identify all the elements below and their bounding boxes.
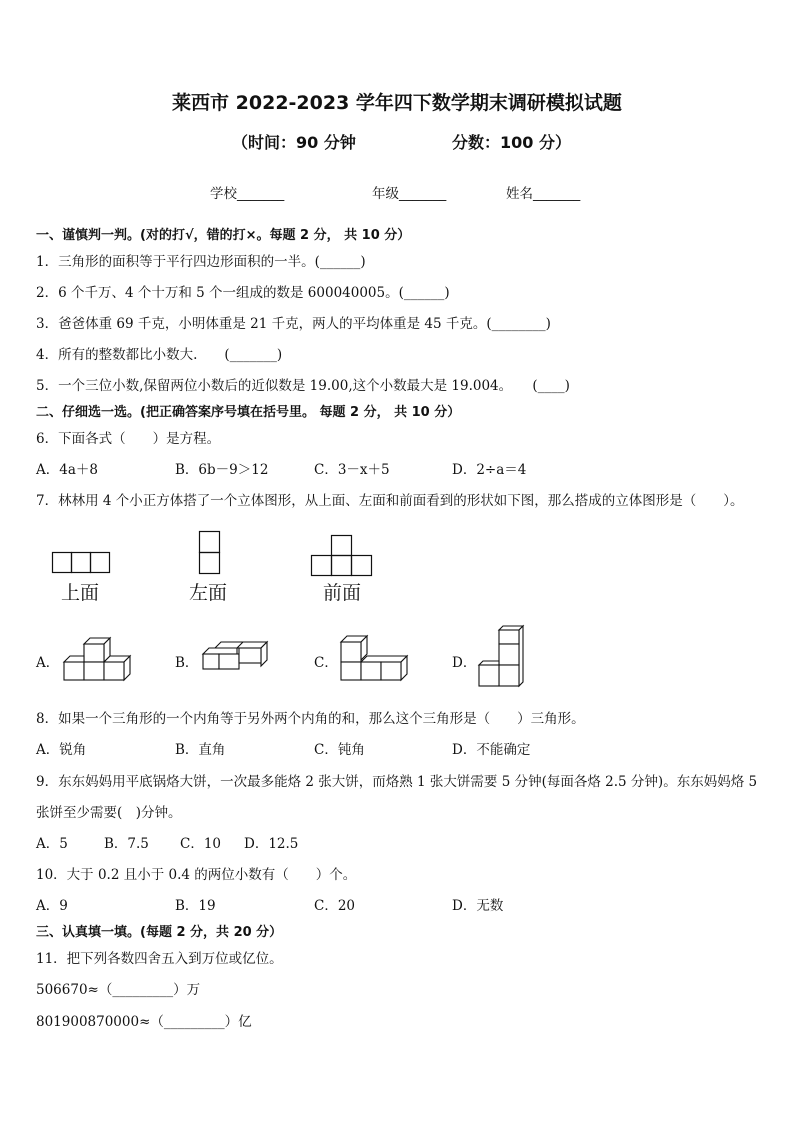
top-view-figure: [52, 552, 112, 574]
name-field[interactable]: 姓名_______: [506, 186, 581, 202]
question-11-b[interactable]: 801900870000≈（_________）亿: [36, 1014, 252, 1030]
q8-option-d[interactable]: D．不能确定: [452, 742, 531, 758]
q9-option-b[interactable]: B．7.5: [104, 836, 149, 852]
question-6: 6．下面各式（ ）是方程。: [36, 431, 221, 447]
question-4: 4．所有的整数都比小数大. (_______): [36, 347, 283, 363]
question-9-line-2: 张饼至少需要( )分钟。: [36, 805, 182, 821]
question-3: 3．爸爸体重 69 千克，小明体重是 21 千克，两人的平均体重是 45 千克。(________): [36, 316, 551, 332]
q7-option-a[interactable]: A．: [36, 655, 60, 671]
question-7: 7．林林用 4 个小正方体搭了一个立体图形，从上面、左面和前面看到的形状如下图，那么搭成的立体图形是（ ）。: [36, 493, 744, 509]
q10-option-c[interactable]: C．20: [314, 898, 356, 914]
page-title: 莱西市 2022-2023 学年四下数学期末调研模拟试题: [172, 92, 622, 114]
q7-option-d-figure: [479, 624, 525, 686]
front-view-label: 前面: [323, 582, 362, 604]
question-11-a[interactable]: 506670≈（_________）万: [36, 982, 201, 998]
question-2: 2．6 个千万、4 个十万和 5 个一组成的数是 600040005。(______): [36, 285, 450, 301]
q7-option-d[interactable]: D．: [452, 655, 477, 671]
q8-option-a[interactable]: A．锐角: [36, 742, 87, 758]
section-1-heading: 一、谨慎判一判。(对的打√，错的打×。每题 2 分， 共 10 分）: [36, 228, 411, 243]
left-view-figure: [199, 531, 221, 575]
q7-option-b[interactable]: B．: [175, 655, 199, 671]
q9-option-a[interactable]: A．5: [36, 836, 68, 852]
question-5: 5．一个三位小数,保留两位小数后的近似数是 19.00,这个小数最大是 19.004。 (____): [36, 378, 570, 394]
q9-option-c[interactable]: C．10: [180, 836, 222, 852]
left-view-label: 左面: [189, 582, 228, 604]
school-field[interactable]: 学校_______: [210, 186, 285, 202]
front-view-figure: [311, 535, 373, 577]
q7-option-c[interactable]: C．: [314, 655, 338, 671]
question-10: 10．大于 0.2 且小于 0.4 的两位小数有（ ）个。: [36, 867, 357, 883]
q6-option-a[interactable]: A．4a＋8: [36, 462, 98, 478]
q6-option-b[interactable]: B．6b－9＞12: [175, 462, 269, 478]
q7-option-a-figure: [64, 634, 136, 684]
question-9-line-1: 9．东东妈妈用平底锅烙大饼，一次最多能烙 2 张大饼，而烙熟 1 张大饼需要 5 分钟(每面各烙 2.5 分钟)。东东妈妈烙 5: [36, 774, 758, 790]
q9-option-d[interactable]: D．12.5: [244, 836, 299, 852]
time-limit: （时间：90 分钟: [232, 133, 356, 152]
q7-option-c-figure: [341, 636, 413, 684]
top-view-label: 上面: [61, 582, 100, 604]
q10-option-d[interactable]: D．无数: [452, 898, 504, 914]
q10-option-a[interactable]: A．9: [36, 898, 68, 914]
q8-option-c[interactable]: C．钝角: [314, 742, 365, 758]
question-11: 11．把下列各数四舍五入到万位或亿位。: [36, 951, 283, 967]
q7-option-b-figure: [203, 642, 273, 672]
question-1: 1．三角形的面积等于平行四边形面积的一半。(______): [36, 254, 366, 270]
total-score: 分数：100 分）: [452, 133, 571, 152]
q6-option-c[interactable]: C．3－x＋5: [314, 462, 390, 478]
section-3-heading: 三、认真填一填。(每题 2 分，共 20 分）: [36, 925, 283, 940]
q8-option-b[interactable]: B．直角: [175, 742, 226, 758]
q10-option-b[interactable]: B．19: [175, 898, 216, 914]
grade-field[interactable]: 年级_______: [372, 186, 447, 202]
question-8: 8．如果一个三角形的一个内角等于另外两个内角的和，那么这个三角形是（ ）三角形。: [36, 711, 585, 727]
q6-option-d[interactable]: D．2÷a＝4: [452, 462, 527, 478]
section-2-heading: 二、仔细选一选。(把正确答案序号填在括号里。 每题 2 分， 共 10 分）: [36, 405, 461, 420]
